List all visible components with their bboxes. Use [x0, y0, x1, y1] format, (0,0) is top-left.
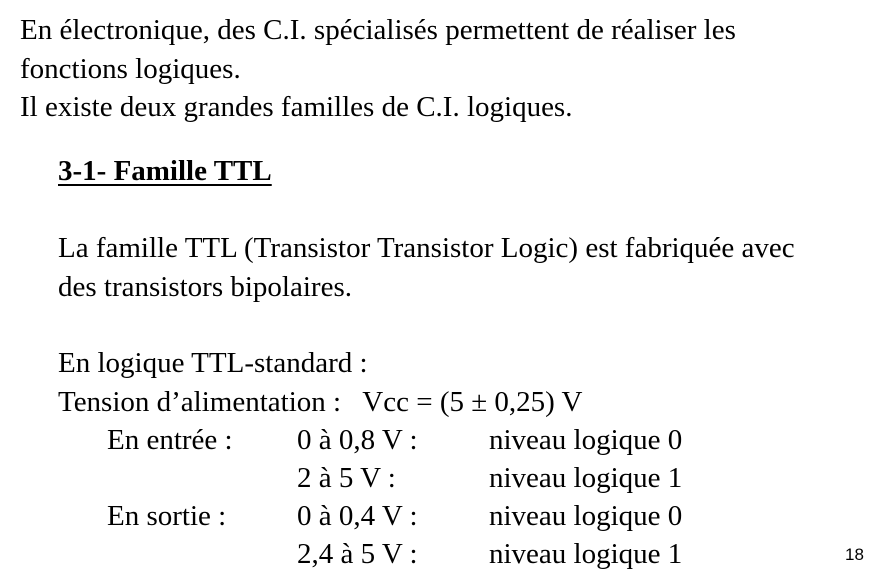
row-range: 0 à 0,4 V :	[297, 500, 418, 532]
row-level: niveau logique 0	[489, 424, 683, 456]
row-level: niveau logique 1	[489, 462, 683, 494]
row-label: En sortie :	[107, 500, 227, 532]
intro-line-2: fonctions logiques.	[20, 53, 241, 85]
section-text-line-2: des transistors bipolaires.	[58, 271, 352, 303]
row-level: niveau logique 1	[489, 538, 683, 570]
row-range: 2,4 à 5 V :	[297, 538, 418, 570]
row-range: 2 à 5 V :	[297, 462, 396, 494]
row-range: 0 à 0,8 V :	[297, 424, 418, 456]
row-level: niveau logique 0	[489, 500, 683, 532]
page-number: 18	[845, 545, 864, 564]
section-heading: 3-1- Famille TTL	[58, 155, 272, 187]
intro-line-3: Il existe deux grandes familles de C.I. logiques.	[20, 91, 573, 123]
standard-title: En logique TTL-standard :	[58, 347, 368, 379]
intro-line-1: En électronique, des C.I. spécialisés permettent de réaliser les	[20, 14, 736, 46]
section-text-line-1: La famille TTL (Transistor Transistor Logic) est fabriquée avec	[58, 232, 795, 264]
row-label: En entrée :	[107, 424, 233, 456]
supply-voltage: Tension d’alimentation : Vcc = (5 ± 0,25) V	[58, 386, 583, 418]
